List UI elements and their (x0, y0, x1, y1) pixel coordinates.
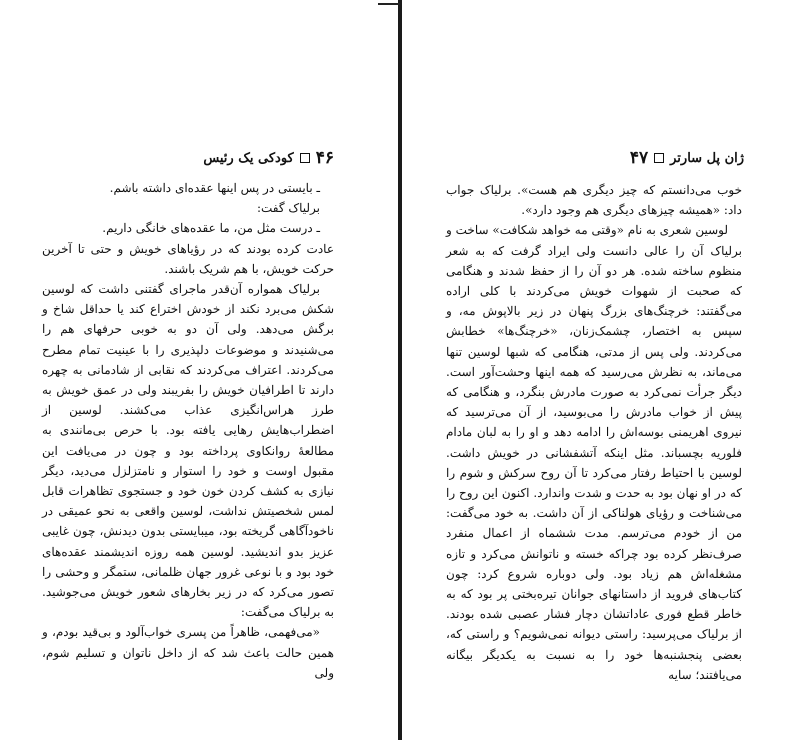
scan-mark (378, 3, 400, 5)
left-page (0, 0, 398, 740)
right-page-header (630, 148, 744, 168)
paragraph: ـ بایستی در پس اینها عقده‌ای داشته باشم. (109, 181, 320, 195)
right-page (402, 0, 804, 740)
running-title: کودکی یک رئیس (203, 150, 294, 166)
paragraph: برلیاک همواره آن‌قدر ماجرای گفتنی داشت که لوسین شکش می‌برد نکند از خودش اختراع کند یا حداقل شاخ و برگش می‌دهد. ولی آن دو به خوبی حرفهای هم را می‌شنیدند و موضوعات دلپذیری را با عینیت تمام مطرح می‌کردند. اعتراف می‌کردند که نقابی از شادمانی به چهره دارند تا اطرافیان خویش را بفریبند ولی در عمق خویش به طرز هراس‌انگیزی عذاب می‌کشند. لوسین از اضطراب‌هایش رهایی یافته بود. با حرص بی‌مانندی به مطالعهٔ روانکاوی پرداخته بود و چون در می‌یافت این مقبول اوست و خود را استوار و نامتزلزل می‌دید، دیگر نیازی به کشف کردن خون خود و جستجوی تظاهرات قابل لمس شخصیتش نداشت، لوسین واقعی به نحو عمیقی در ناخودآگاهی گریخته بود، میبایستی بدون دیدنش، چون غایبی عزیز بدو اندیشید. لوسین همه روزه اندیشمند عقده‌های خود بود و با نوعی غرور جهان ظلمانی، ستمگر و وحشی را تصور می‌کرد که در زیر بخارهای شعور خویش می‌جوشید. به برلیاک می‌گفت: (42, 282, 334, 620)
paragraph: لوسین شعری به نام «وقتی مه خواهد شکافت» ساخت و برلیاک آن را عالی دانست ولی ایراد گرفت که به شعر منظوم ساخته شده. هر دو آن را از حفظ شدند و هنگامی که صحبت از شهوات خویش می‌کردند با کلی اراده می‌گفتند: خرچنگ‌های بزرگ پنهان در زیر بالاپوش مه، و سپس به اختصار، چشمک‌زنان، «خرچنگ‌ها» خطابش می‌کردند. ولی پس از مدتی، هنگامی که شبها لوسین تنها می‌ماند، به نظرش می‌رسید که همه اینها وحشت‌آور است. دیگر جرأت نمی‌کرد به صورت مادرش بنگرد، و هنگامی که پیش از خواب مادرش را می‌بوسید، از آن می‌ترسید که نیروی اهریمنی بوسه‌اش را ادامه دهد و او را به لبان مادام فلوریه بچسباند. مثل اینکه آتشفشانی در خویش داشت. لوسین با احتیاط رفتار می‌کرد تا آن روح سرکش و شوم را که در او نهان بود به حدت و شدت واندارد. اکنون این روح را می‌شناخت و رؤیای هولناکی از آن داشت. به خود می‌گفت: من از خودم می‌ترسم. مدت ششماه از اعمال منفرد صرف‌نظر کرده بود چراکه خسته و ناتوانش می‌کرد و تازه مشغله‌اش هم زیاد بود. ولی دوباره شروع کرد: چون کتاب‌های فروید از داستانهای جوانان تیره‌بختی پر بود که به خاطر قطع فوری عاداتشان دچار فشار عصبی شده بودند. از برلیاک می‌پرسید: راستی دیوانه نمی‌شویم؟ و راستی که، بعضی پنجشنبه‌ها خود را به نسبت به یکدیگر بیگانه می‌یافتند؛ سایه (446, 223, 742, 682)
right-page-body (446, 180, 742, 685)
running-title: ژان پل سارتر (670, 150, 744, 166)
paragraph: «می‌فهمی، ظاهراً من پسری خواب‌آلود و بی‌قید بودم، و همین حالت باعث شد که از داخل ناتوان و تسلیم شوم، ولی (42, 625, 334, 680)
page-number: ۴۷ (629, 148, 649, 168)
paragraph: خوب می‌دانستم که چیز دیگری هم هست». برلیاک جواب داد: «همیشه چیزهای دیگری هم وجود دارد». (446, 183, 742, 218)
paragraph: برلیاک گفت: (256, 201, 320, 216)
square-ornament-icon (654, 153, 664, 163)
left-page-header (203, 148, 334, 168)
paragraph: ـ درست مثل من، ما عقده‌های خانگی داریم. (102, 221, 320, 236)
square-ornament-icon (300, 153, 310, 163)
left-page-body (42, 178, 334, 683)
paragraph: عادت کرده بودند که در رؤیاهای خویش و حتی تا آخرین حرکت خویش، با هم شریک باشند. (42, 241, 334, 276)
page-number: ۴۶ (315, 148, 334, 168)
